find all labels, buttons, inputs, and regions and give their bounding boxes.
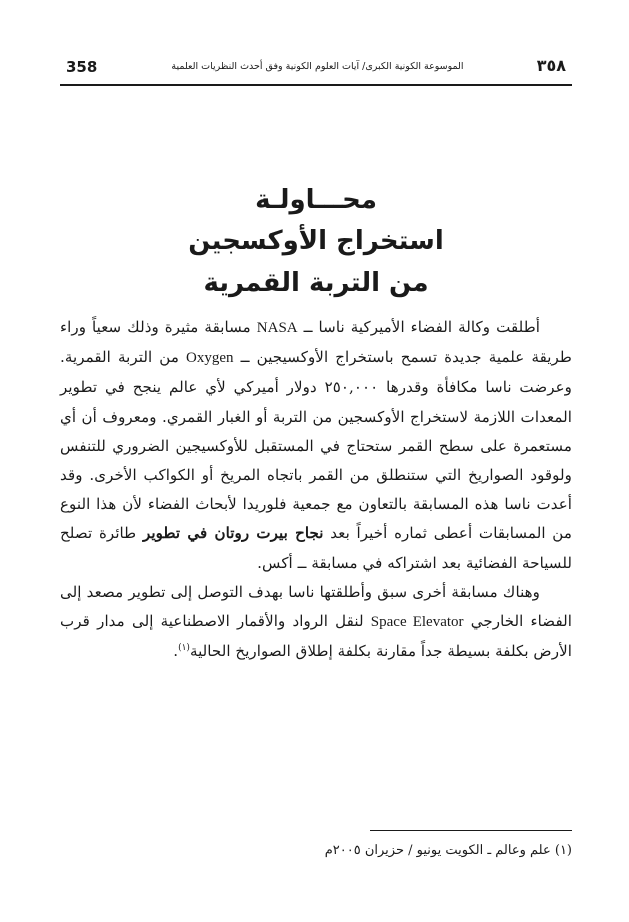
- oxygen-term: Oxygen: [186, 350, 234, 367]
- p1-text-c: من التربة القمرية. وعرضت ناسا مكافأة وقدرها ٢٥٠,٠٠٠ دولار أميركي لأي عالم ينجح في تطوير المعدات اللازمة لاستخراج الأوكسجين من التربة أو الغبار القمري. ومعروف أن أي مستعمرة على سطح القمر ستحتاج في المستقبل للأوكسيجين الضروري للتنفس ولوقود الصواريخ التي ستنطلق من القمر باتجاه المريخ أو الكواكب الأخرى. وقد أعدت ناسا هذه المسابقة بالتعاون مع جمعية فلوريدا لأبحاث الفضاء لأن هذا النوع من المسابقات أعطى ثماره أخيراً بعد: [60, 348, 572, 543]
- paragraph-1: [60, 313, 572, 578]
- p1-text-a: أطلقت وكالة الفضاء الأميركية ناسا ــ: [303, 318, 541, 336]
- running-title: الموسوعة الكونية الكبرى/ آيات العلوم الكونية وفق أحدث النظريات العلمية: [171, 61, 464, 72]
- title-line-3: من التربة القمرية: [203, 268, 429, 298]
- p2-text-b: لنقل الرواد والأقمار الاصطناعية إلى مدار قرب الأرض بكلفة بسيطة جداً مقارنة بكلفة إطلاق الصواريخ الحالية: [60, 612, 572, 661]
- footnote: (١) علم وعالم ـ الكويت يونيو / حزيران ٢٠٠٥م: [324, 843, 572, 858]
- p1-bold-text: نجاح بيرت روتان في تطوير: [143, 524, 324, 543]
- space-elevator-term: Space Elevator: [370, 614, 464, 631]
- footnote-reference: (١): [178, 643, 190, 654]
- page-number-arabic: ٣٥٨: [536, 56, 566, 75]
- footnote-rule: [370, 830, 572, 831]
- p2-text-a: وهناك مسابقة أخرى سبق وأطلقتها ناسا بهدف التوصل إلى تطوير مصعد إلى الفضاء الخارجي: [60, 582, 573, 631]
- title-line-2: استخراج الأوكسجين: [188, 226, 444, 256]
- page-number-latin: 358: [66, 58, 98, 76]
- page-header: [60, 50, 572, 86]
- nasa-term: NASA: [256, 320, 298, 336]
- paragraph-2: [60, 578, 572, 667]
- body-text: [60, 313, 572, 666]
- title-line-1: محـــاولـة: [255, 185, 377, 215]
- p2-end: .: [173, 642, 179, 661]
- chapter-title: [60, 180, 572, 304]
- p1-text-b: مسابقة مثيرة وذلك سعياً وراء طريقة علمية جديدة تسمح باستخراج الأوكسيجين ــ: [60, 318, 572, 367]
- p1-text-d: طائرة تصلح للسياحة الفضائية بعد اشتراكه في مسابقة ــ أكس.: [60, 524, 572, 572]
